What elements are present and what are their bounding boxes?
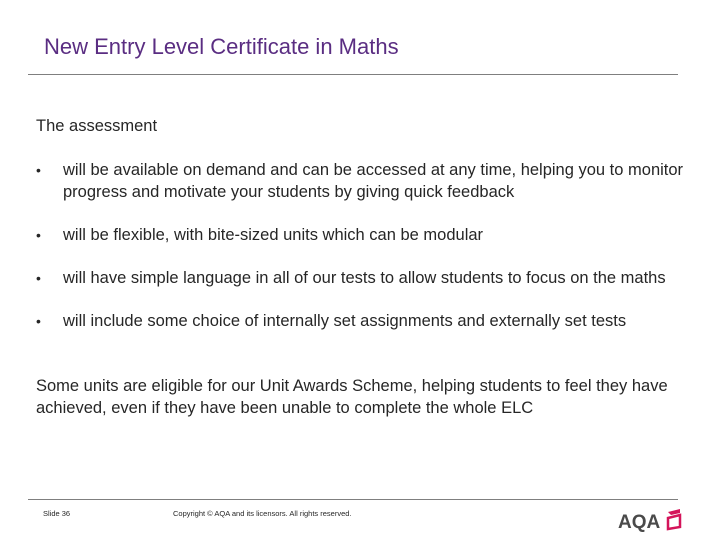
footer-divider xyxy=(28,499,678,500)
closing-paragraph: Some units are eligible for our Unit Awards Scheme, helping students to feel they have achieved, even if they have been unable to complete the whole ELC xyxy=(36,377,668,417)
slide-title: New Entry Level Certificate in Maths xyxy=(44,34,399,59)
intro-text: The assessment xyxy=(36,117,158,135)
slide-number: Slide 36 xyxy=(43,509,71,518)
bullet-icon: • xyxy=(36,313,41,329)
aqa-logo xyxy=(618,508,682,532)
bullet-icon: • xyxy=(36,270,41,286)
bullet-item xyxy=(36,159,686,203)
bullet-text: will have simple language in all of our tests to allow students to focus on the maths xyxy=(63,269,666,287)
bullet-text: will be flexible, with bite-sized units which can be modular xyxy=(63,226,484,244)
bullet-list xyxy=(36,159,686,353)
bullet-item xyxy=(36,267,686,289)
bullet-text: will be available on demand and can be accessed at any time, helping you to monitor progress and motivate your students by giving quick feedback xyxy=(63,161,684,201)
bullet-item xyxy=(36,224,686,246)
copyright-notice: Copyright © AQA and its licensors. All rights reserved. xyxy=(173,509,352,518)
logo-text: AQA xyxy=(618,512,661,532)
bullet-icon: • xyxy=(36,227,41,243)
bullet-text: will include some choice of internally set assignments and externally set tests xyxy=(63,312,627,330)
bullet-icon: • xyxy=(36,162,41,178)
bullet-item xyxy=(36,310,686,332)
logo-mark-icon xyxy=(668,509,680,529)
title-divider xyxy=(28,74,678,75)
